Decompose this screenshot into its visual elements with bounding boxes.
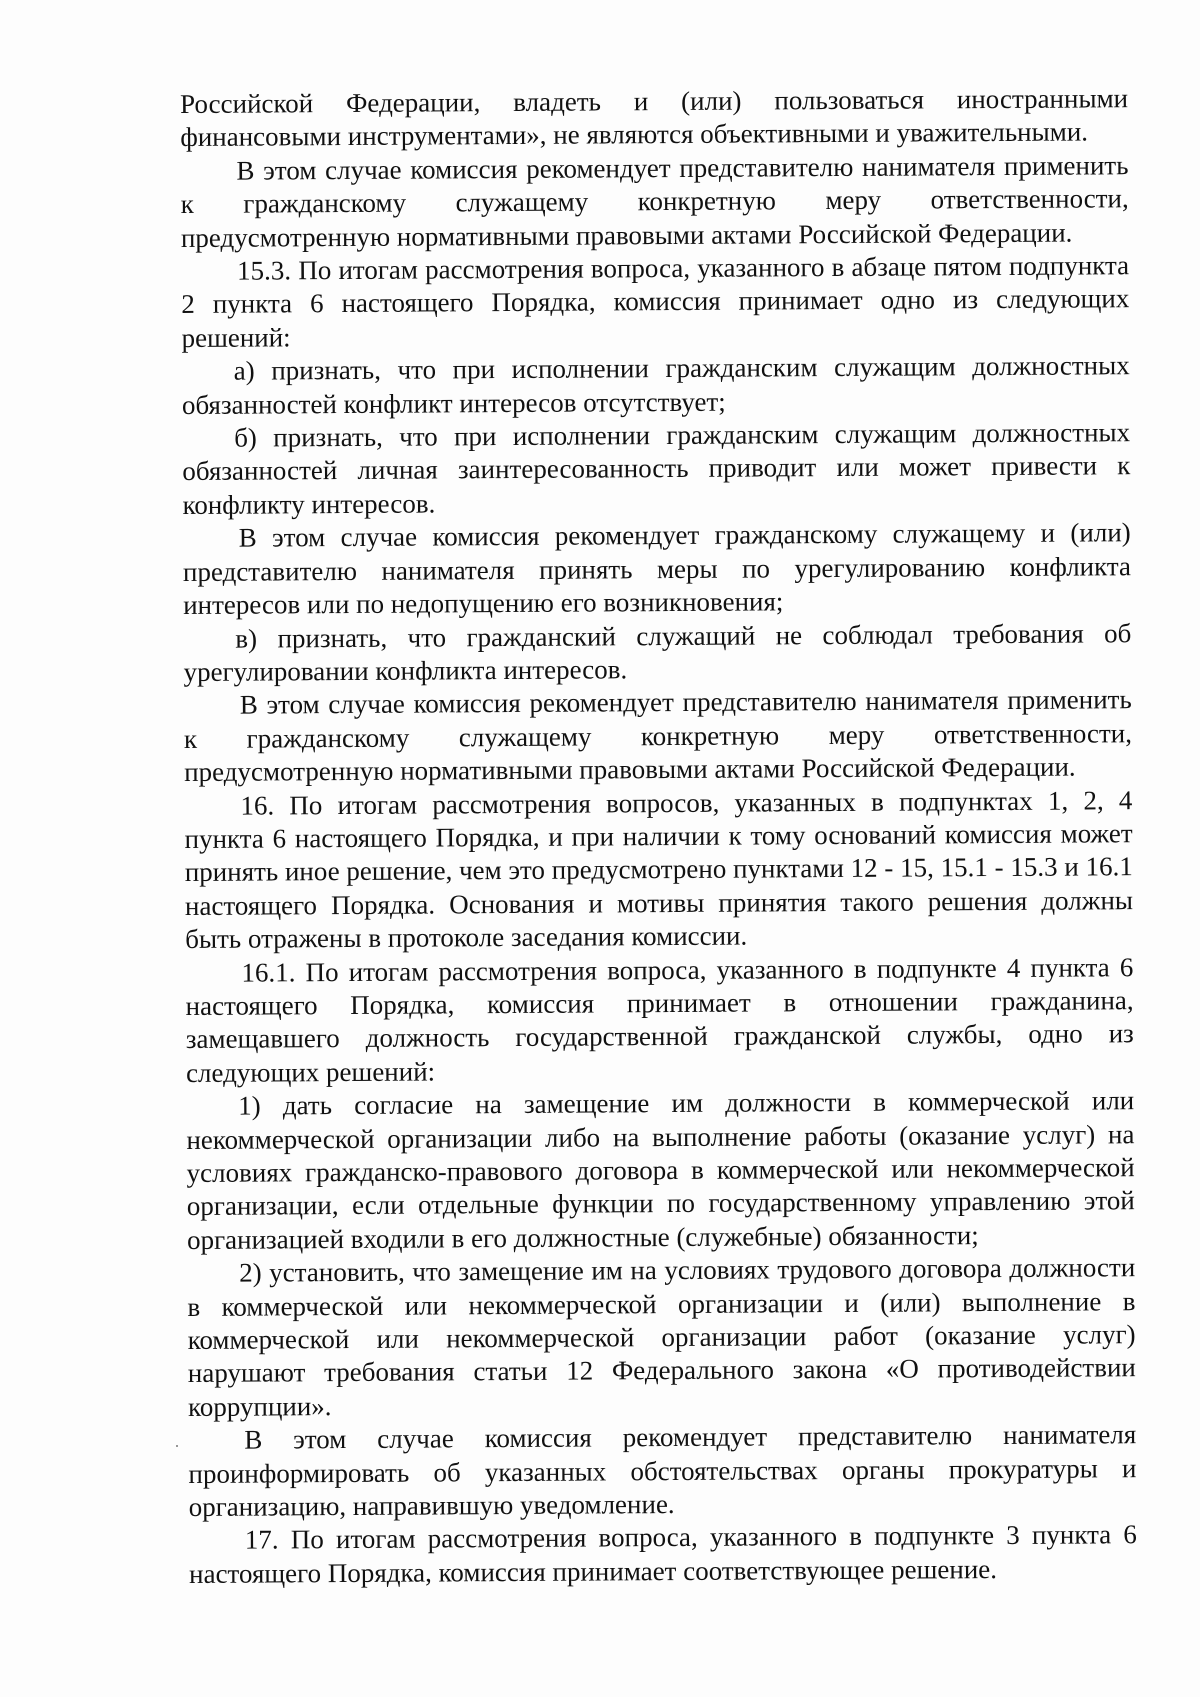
paragraph-continuation: Российской Федерации, владеть и (или) пользоваться иностранными финансовыми инструментами», не являются объективными и уважительными. — [180, 83, 1129, 153]
document-body — [180, 82, 1137, 1591]
paragraph-item-1: 1) дать согласие на замещение им должности в коммерческой или некоммерческой организации либо на выполнение работы (оказание услуг) на условиях гражданско-правового договора в коммерческой или некоммерческой организации, если отдельные функции по государственному управлению этой организацией входили в его должностные (служебные) обязанности; — [186, 1085, 1135, 1255]
paragraph-recommendation-1: В этом случае комиссия рекомендует представителю нанимателя применить к гражданскому служащему конкретную меру ответственности, предусмотренную нормативными правовыми актами Российской Федерации. — [180, 150, 1129, 253]
paragraph-clause-15-3: 15.3. По итогам рассмотрения вопроса, указанного в абзаце пятом подпункта 2 пункта 6 настоящего Порядка, комиссия принимает одно из следующих решений: — [181, 250, 1130, 353]
paragraph-item-a: а) признать, что при исполнении гражданским служащим должностных обязанностей конфликт интересов отсутствует; — [181, 350, 1130, 420]
scan-speck — [176, 1445, 178, 1447]
paragraph-item-v: в) признать, что гражданский служащий не соблюдал требования об урегулировании конфликта интересов. — [183, 617, 1132, 687]
paragraph-item-2: 2) установить, что замещение им на условиях трудового договора должности в коммерческой или некоммерческой организации и (или) выполнение в коммерческой или некоммерческой организации работ (оказание услуг) нарушают требования статьи 12 Федерального закона «О противодействии коррупции». — [187, 1252, 1136, 1422]
paragraph-recommendation-3: В этом случае комиссия рекомендует представителю нанимателя применить к гражданскому служащему конкретную меру ответственности, предусмотренную нормативными правовыми актами Российской Федерации. — [183, 684, 1133, 788]
paragraph-clause-16: 16. По итогам рассмотрения вопросов, указанных в подпунктах 1, 2, 4 пункта 6 настоящего Порядка, и при наличии к тому оснований комиссия может принять иное решение, чем это предусмотрено пунктами 12 - 15, 15.1 - 15.3 и 16.1 настоящего Порядка. Основания и мотивы принятия такого решения должны быть отражены в протоколе заседания комиссии. — [184, 784, 1134, 955]
paragraph-clause-17: 17. По итогам рассмотрения вопроса, указанного в подпункте 3 пункта 6 настоящего Порядка, комиссия принимает соответствующее решение. — [188, 1519, 1137, 1589]
paragraph-recommendation-2: В этом случае комиссия рекомендует гражданскому служащему и (или) представителю нанимателя принять меры по урегулированию конфликта интересов или по недопущению его возникновения; — [182, 517, 1132, 621]
paragraph-item-b: б) признать, что при исполнении гражданским служащим должностных обязанностей личная заинтересованность приводит или может привести к конфликту интересов. — [182, 417, 1131, 520]
paragraph-clause-16-1: 16.1. По итогам рассмотрения вопроса, указанного в подпункте 4 пункта 6 настоящего Порядка, комиссия принимает в отношении гражданина, замещавшего должность государственной гражданской службы, одно из следующих решений: — [185, 951, 1134, 1088]
paragraph-recommendation-4: В этом случае комиссия рекомендует представителю нанимателя проинформировать об указанных обстоятельствах органы прокуратуры и организацию, направившую уведомление. — [188, 1419, 1137, 1523]
